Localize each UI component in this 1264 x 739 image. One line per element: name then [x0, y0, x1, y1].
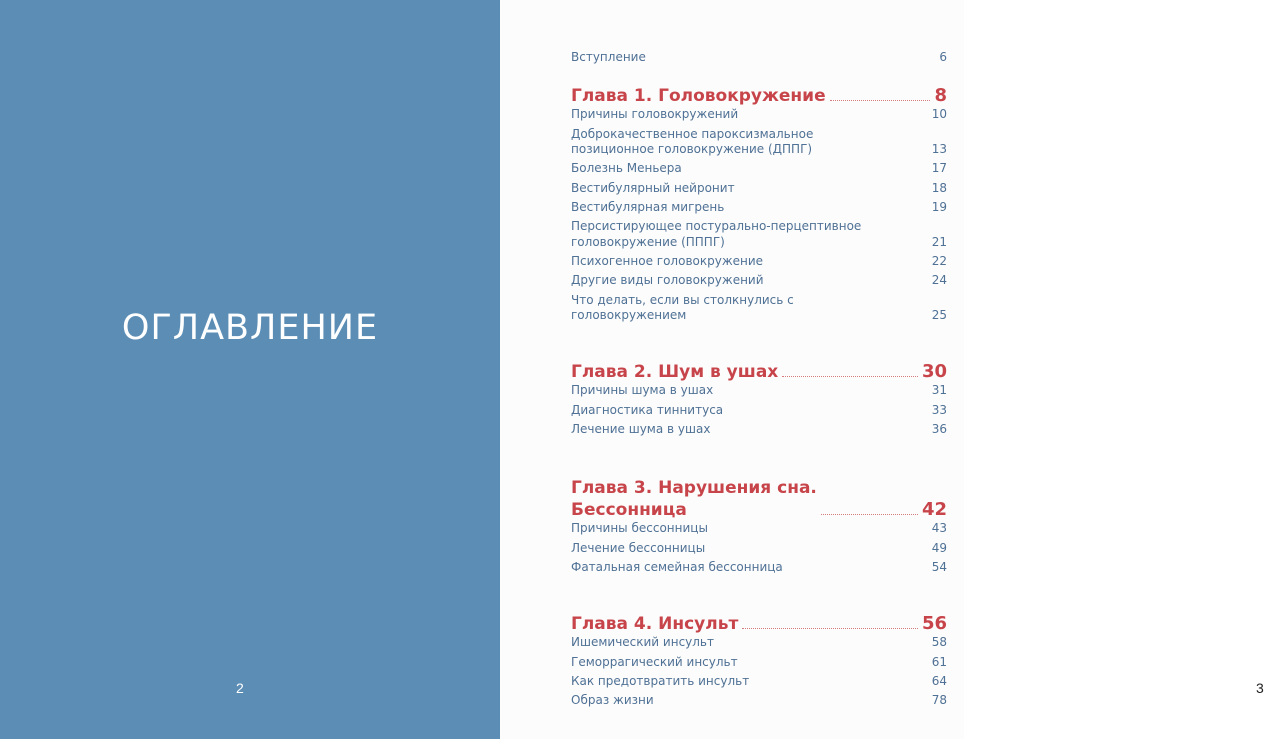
toc-entry-title: Психогенное головокружение [571, 254, 764, 269]
toc-entry-title: Ишемический инсульт [571, 635, 714, 650]
right-page [500, 0, 1264, 739]
toc-entry-page: 64 [931, 673, 947, 688]
toc-entry-title: Персистирующее постурально-перцептивное головокружение (ПППГ) [571, 219, 862, 249]
toc-entry-title: Вестибулярный нейронит [571, 180, 735, 195]
toc-chapter-page: 56 [921, 613, 947, 635]
toc-chapter-title: Глава 2. Шум в ушах [571, 362, 779, 383]
toc-entry-title: Лечение бессонницы [571, 540, 706, 555]
toc-entry-page: 78 [931, 693, 947, 708]
toc-entry-title: Вестибулярная мигрень [571, 199, 725, 214]
toc-entry-page: 43 [931, 521, 947, 536]
toc-chapter-title: Глава 1. Головокружение [571, 86, 826, 107]
toc-chapter[interactable] [571, 85, 947, 107]
toc-entry-page: 33 [931, 402, 947, 417]
toc-entry-title: Геморрагический инсульт [571, 654, 738, 669]
dot-leader [742, 628, 918, 629]
toc-entry-title: Причины головокружений [571, 107, 739, 122]
toc-chapter-page: 8 [934, 85, 947, 107]
left-page-number: 2 [236, 680, 244, 696]
toc-entry-title: Диагностика тиннитуса [571, 402, 724, 417]
toc-entry-title: Причины бессонницы [571, 521, 708, 536]
toc-entry[interactable] [571, 422, 947, 441]
toc-entry[interactable] [571, 181, 947, 200]
toc-entry-page: 25 [931, 308, 947, 323]
toc-entry-page: 18 [931, 180, 947, 195]
toc-chapter[interactable] [571, 613, 947, 635]
toc-entry-title: Болезнь Меньера [571, 161, 682, 176]
toc-entry[interactable] [571, 127, 947, 162]
toc-entry[interactable] [571, 107, 947, 126]
toc-entry[interactable] [571, 693, 947, 712]
toc-entry-page: 31 [931, 383, 947, 398]
toc-entry-page: 58 [931, 635, 947, 650]
toc-entry-page: 54 [931, 559, 947, 574]
toc-entry-title: Причины шума в ушах [571, 383, 714, 398]
toc-entry[interactable] [571, 521, 947, 540]
toc-entry-page: 10 [931, 107, 947, 122]
toc-entry[interactable] [571, 403, 947, 422]
toc-entry-page: 13 [931, 142, 947, 157]
toc-entry-page: 19 [931, 199, 947, 214]
toc-intro-title: Вступление [571, 50, 646, 64]
toc-entry[interactable] [571, 560, 947, 579]
toc-entry-title: Образ жизни [571, 693, 654, 708]
toc-entry[interactable] [571, 161, 947, 180]
dot-leader [782, 376, 918, 377]
toc-entry-page: 22 [931, 254, 947, 269]
toc-intro-page: 6 [939, 50, 947, 64]
table-of-contents [571, 50, 947, 712]
toc-entry-title: Доброкачественное пароксизмальное позиционное головокружение (ДППГ) [571, 126, 814, 157]
toc-entry-page: 36 [931, 422, 947, 437]
toc-intro[interactable] [571, 50, 947, 69]
dot-leader [821, 514, 918, 515]
page-title: ОГЛАВЛЕНИЕ [121, 308, 379, 348]
toc-chapter[interactable] [571, 361, 947, 383]
toc-entry-page: 17 [931, 161, 947, 176]
right-page-number: 3 [1256, 680, 1264, 696]
toc-entry[interactable] [571, 273, 947, 292]
toc-entry-title: Что делать, если вы столкнулись с головокружением [571, 292, 794, 323]
toc-entry-page: 61 [931, 654, 947, 669]
toc-entry[interactable] [571, 293, 947, 328]
toc-chapter-page: 30 [921, 361, 947, 383]
toc-entry-title: Фатальная семейная бессонница [571, 559, 783, 574]
dot-leader [830, 100, 931, 101]
toc-entry[interactable] [571, 219, 947, 254]
toc-entry[interactable] [571, 254, 947, 273]
toc-entry[interactable] [571, 200, 947, 219]
toc-entry[interactable] [571, 383, 947, 402]
toc-entry[interactable] [571, 541, 947, 560]
toc-entry-title: Как предотвратить инсульт [571, 673, 750, 688]
toc-entry-page: 21 [931, 234, 947, 249]
toc-entry-title: Другие виды головокружений [571, 273, 764, 288]
toc-entry[interactable] [571, 655, 947, 674]
toc-entry-page: 24 [931, 273, 947, 288]
toc-chapter-title: Глава 3. Нарушения сна. Бессонница [571, 478, 817, 521]
left-page [0, 0, 500, 739]
toc-entry-title: Лечение шума в ушах [571, 422, 711, 437]
toc-chapter-page: 42 [921, 499, 947, 521]
toc-entry[interactable] [571, 674, 947, 693]
toc-chapter[interactable] [571, 477, 947, 521]
toc-chapters [571, 85, 947, 712]
toc-entry-page: 49 [931, 540, 947, 555]
toc-entry[interactable] [571, 635, 947, 654]
toc-chapter-title: Глава 4. Инсульт [571, 614, 739, 635]
